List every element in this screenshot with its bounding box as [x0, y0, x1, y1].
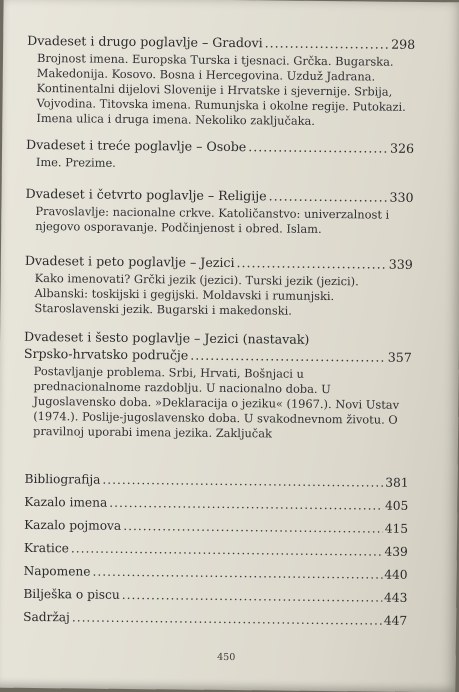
chapter-title: Dvadeset i peto poglavlje – Jezici: [24, 252, 235, 271]
page-number: 439: [384, 544, 408, 559]
leader-dots: [123, 518, 383, 538]
toc-chapter: [26, 32, 415, 130]
chapter-title: Dvadeset i četvrto poglavlje – Religije: [25, 185, 267, 204]
description-line: Makedonija. Kosovo. Bosna i Hercegovina. Uzduž Jadrana.: [36, 65, 376, 84]
description-line: Kontinentalni dijelovi Slovenije i Hrvatske i sjevernije. Srbija,: [36, 80, 393, 99]
description-line: Ime. Prezime.: [35, 154, 116, 170]
page-number: 298: [391, 36, 416, 52]
entry-title: Bilješka o piscu: [23, 586, 120, 602]
page-number: 330: [389, 189, 414, 205]
leader-dots: [269, 187, 388, 205]
toc-entry: [26, 136, 414, 157]
page-number: 357: [387, 349, 412, 365]
leader-dots: [72, 609, 382, 629]
leader-dots: [92, 564, 382, 584]
chapter-description: [35, 204, 413, 238]
page-footer-number: 450: [217, 651, 236, 664]
toc-entry: [24, 563, 408, 584]
description-line: Staroslavenski jezik. Bugarski i makedonski.: [34, 300, 293, 318]
description-line: Jugoslavensko doba. »Deklaracija o jeziku« (1967.). Novi Ustav: [33, 393, 400, 412]
page-number: 443: [384, 590, 408, 605]
description-line: Kako imenovati? Grčki jezik (jezici). Turski jezik (jezici).: [34, 270, 359, 289]
chapter-title: Dvadeset i drugo poglavlje – Gradovi: [27, 32, 263, 51]
toc-entry: [23, 586, 407, 607]
page-number: 405: [384, 498, 409, 513]
chapter-description: [34, 271, 412, 320]
back-matter-list: [23, 471, 409, 636]
toc-entry: [23, 609, 407, 630]
toc-chapter: [25, 185, 413, 238]
page-number: 381: [385, 475, 409, 490]
description-line: Postavljanje problema. Srbi, Hrvati, Bošnjaci u: [33, 363, 304, 381]
toc-entry: [24, 345, 412, 366]
leader-dots: [236, 254, 386, 273]
description-line: (1974.). Poslije-jugoslavensko doba. U svakodnevnom životu. O: [33, 408, 398, 427]
toc-entry: [25, 252, 413, 273]
toc-chapter: [26, 136, 414, 174]
description-line: Pravoslavlje: nacionalne crkve. Katoličanstvo: univerzalnost i: [35, 203, 390, 222]
leader-dots: [71, 540, 383, 560]
description-line: Vojvodina. Titovska imena. Rumunjska i okolne regije. Putokazi.: [36, 95, 406, 114]
leader-dots: [122, 587, 383, 607]
entry-title: Kratice: [23, 540, 69, 556]
toc-entry: [24, 540, 408, 561]
description-line: Imena ulica i druga imena. Nekoliko zaključaka.: [36, 110, 316, 128]
toc-entry: [25, 185, 413, 206]
page-number: 447: [383, 613, 408, 628]
page-number: 339: [388, 256, 413, 272]
chapter-title: Dvadeset i treće poglavlje – Osobe: [26, 136, 247, 155]
toc-entry: [24, 471, 408, 492]
chapter-title-line: Dvadeset i šesto poglavlje – Jezici (nastavak): [24, 328, 310, 347]
chapter-description: [36, 51, 415, 130]
leader-dots: [265, 34, 390, 52]
chapter-description: [36, 155, 414, 174]
leader-dots: [102, 472, 383, 492]
toc-chapter: [23, 328, 412, 443]
page-number: 326: [389, 140, 415, 156]
toc-entry: [24, 517, 408, 538]
chapter-subtitle: Srpsko-hrvatsko područje: [23, 345, 189, 363]
toc-entry: [24, 494, 408, 515]
description-line: prednacionalnome razdoblju. U nacionalno doba. U: [33, 378, 331, 397]
entry-title: Napomene: [23, 563, 91, 579]
leader-dots: [109, 495, 383, 515]
leader-dots: [248, 138, 388, 156]
description-line: pravilnoj uporabi imena jezika. Zaključak: [33, 423, 273, 441]
description-line: Albanski: toskijski i gegijski. Moldavski i rumunjski.: [34, 285, 335, 304]
chapter-description: [33, 364, 412, 443]
entry-title: Sadržaj: [23, 609, 70, 625]
entry-title: Kazalo pojmova: [24, 517, 122, 533]
toc-chapter: [24, 252, 413, 320]
page-number: 415: [384, 521, 409, 536]
toc-entry: [27, 32, 415, 53]
entry-title: Kazalo imena: [24, 494, 108, 510]
page-number: 440: [384, 567, 408, 582]
leader-dots: [190, 347, 386, 366]
entry-title: Bibliografija: [24, 471, 101, 487]
description-line: Brojnost imena. Europska Turska i tjesnaci. Grčka. Bugarska.: [36, 50, 394, 69]
description-line: njegovo osporavanje. Podčinjenost i obred. Islam.: [35, 218, 322, 236]
